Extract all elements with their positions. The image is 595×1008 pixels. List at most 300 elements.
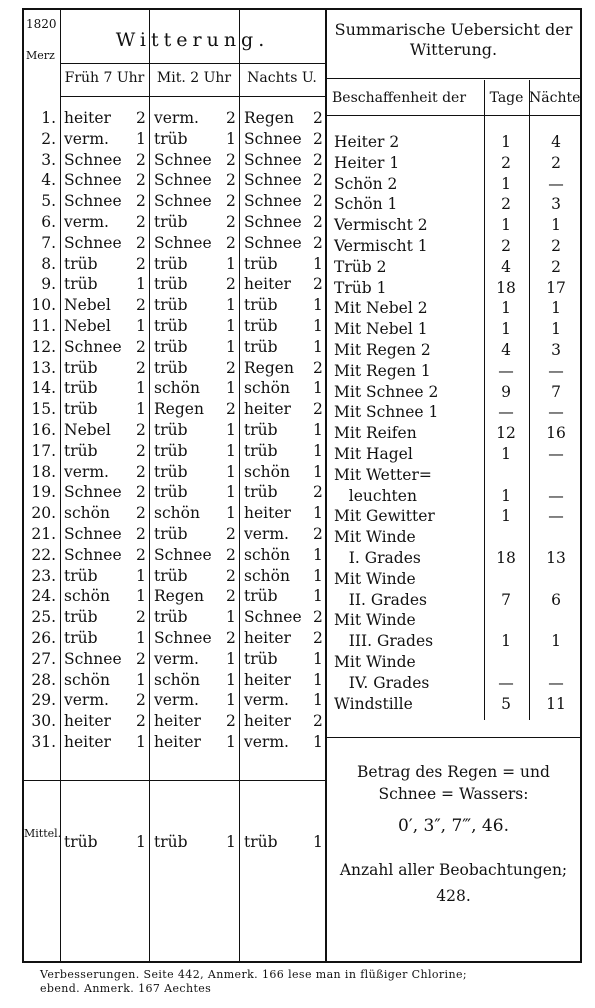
night-weather: verm. [244,525,289,543]
summary-row [24,569,580,590]
morning-grade: 2 [136,462,146,481]
summary-kind: Mit Winde [334,569,416,588]
morning-grade: 2 [136,254,146,273]
col-head-noon: Mit. 2 Uhr [156,70,232,86]
morning-weather: Schnee [64,483,122,502]
mittel-label: Mittel. [24,827,62,840]
day-number: 8. [41,254,56,273]
noon-weather: Schnee [154,171,212,190]
day-number: 30. [31,712,56,731]
noon-weather: trüb [154,358,188,377]
morning-weather: verm. [64,213,109,231]
noon-weather: verm. [154,649,199,668]
footer-line-1: Verbesserungen. Seite 442, Anmerk. 166 lese man in flüßiger Chlorine; [40,968,467,981]
noon-weather: Schnee [154,233,212,252]
morning-weather: heiter [64,109,111,127]
morning-weather: Schnee [64,233,122,252]
day-number: 24. [31,587,56,606]
summary-nights: 4 [551,133,561,151]
summary-head-kind: Beschaffenheit der [332,90,467,106]
noon-grade: 1 [226,504,236,523]
summary-days: 18 [496,278,516,297]
noon-grade: 2 [226,171,236,190]
morning-grade: 1 [136,629,146,647]
summary-row [24,340,580,361]
night-grade: 1 [313,504,323,523]
night-grade: 2 [313,233,323,252]
day-number: 12. [31,337,56,356]
summary-row [24,153,580,174]
night-weather: verm. [244,691,289,710]
summary-nights: 2 [551,153,561,172]
night-weather: Schnee [244,171,302,190]
morning-weather: trüb [64,358,98,377]
rain-title-2: Schnee = Wassers: [378,785,529,803]
noon-weather: trüb [154,129,188,148]
morning-weather: trüb [64,254,98,273]
morning-weather: Schnee [64,337,122,356]
morning-weather: Nebel [64,317,111,335]
night-grade: 1 [313,545,323,564]
night-weather: trüb [244,254,278,273]
night-grade: 2 [313,275,323,294]
noon-weather: trüb [154,275,188,294]
mittel-night: trüb [244,833,278,851]
summary-row [24,694,580,715]
summary-nights: 6 [551,590,561,609]
noon-weather: trüb [154,296,188,315]
summary-row [24,382,580,403]
summary-days: 2 [501,195,511,214]
morning-weather: Schnee [64,545,122,564]
noon-weather: verm. [154,109,199,127]
day-number: 31. [31,733,56,751]
night-weather: schön [244,545,290,564]
summary-row [24,215,580,236]
noon-weather: heiter [154,733,201,751]
summary-kind: Windstille [334,694,413,713]
day-number: 23. [31,566,56,585]
morning-weather: trüb [64,441,98,460]
night-grade: 2 [313,150,323,169]
noon-weather: Regen [154,400,204,419]
summary-row [24,652,580,673]
noon-grade: 2 [226,400,236,419]
summary-row [24,298,580,319]
noon-grade: 2 [226,712,236,731]
night-weather: schön [244,462,290,481]
noon-weather: schön [154,504,200,523]
summary-days: 1 [501,133,511,151]
morning-weather: heiter [64,733,111,751]
morning-grade: 2 [136,504,146,523]
noon-grade: 2 [226,566,236,585]
morning-weather: verm. [64,691,109,710]
morning-grade: 2 [136,296,146,315]
table-row [24,108,325,129]
noon-grade: 2 [226,213,236,231]
noon-weather: Regen [154,587,204,606]
noon-weather: trüb [154,421,188,439]
night-grade: 1 [313,691,323,710]
rain-title-1: Betrag des Regen = und [357,763,550,781]
noon-grade: 1 [226,317,236,335]
col-head-morning: Früh 7 Uhr [64,70,145,86]
observations-value: 428. [436,887,471,905]
summary-nights: 16 [546,424,566,443]
noon-weather: Schnee [154,150,212,169]
summary-days: 1 [501,299,511,318]
noon-grade: 2 [226,192,236,211]
summary-head-days: Tage [489,90,524,106]
summary-days: 2 [501,153,511,172]
noon-grade: 1 [226,421,236,439]
summary-days: 9 [501,382,511,401]
morning-grade: 1 [136,566,146,585]
summary-nights: 2 [551,257,561,276]
noon-weather: Schnee [154,545,212,564]
summary-row [24,319,580,340]
weather-table [22,8,582,963]
summary-nights: 1 [551,632,561,651]
day-number: 20. [31,504,56,523]
day-number: 22. [31,545,56,564]
night-grade: 2 [313,358,323,377]
summary-kind: Trüb 1 [334,278,387,297]
noon-grade: 2 [226,150,236,169]
night-weather: trüb [244,441,278,460]
summary-days: 1 [501,632,511,651]
morning-weather: heiter [64,712,111,731]
noon-grade: 2 [226,109,236,127]
noon-weather: trüb [154,254,188,273]
summary-days: — [498,403,514,422]
morning-grade: 2 [136,213,146,231]
night-weather: trüb [244,483,278,502]
summary-nights: — [548,403,564,422]
morning-weather: trüb [64,608,98,627]
summary-nights: 1 [551,299,561,318]
summary-days: 1 [501,445,511,463]
rule-notes-top [327,737,580,738]
summary-row [24,527,580,548]
morning-grade: 2 [136,150,146,169]
mittel-noon: trüb [154,833,188,851]
morning-grade: 1 [136,379,146,398]
summary-nights: 13 [546,549,566,567]
night-grade: 2 [313,400,323,419]
morning-weather: schön [64,670,110,689]
noon-weather: trüb [154,525,188,543]
summary-kind: Schön 1 [334,195,398,214]
night-weather: heiter [244,400,291,419]
table-title: Witterung. [115,29,270,51]
noon-grade: 1 [226,649,236,668]
noon-weather: trüb [154,441,188,460]
morning-grade: 2 [136,421,146,439]
summary-days: 1 [501,486,511,505]
noon-grade: 1 [226,379,236,398]
day-number: 28. [31,670,56,689]
morning-grade: 1 [136,129,146,148]
morning-weather: trüb [64,379,98,398]
noon-weather: Schnee [154,192,212,211]
day-number: 4. [41,171,56,190]
day-number: 5. [41,192,56,211]
day-number: 16. [31,421,56,439]
morning-weather: trüb [64,629,98,647]
noon-weather: trüb [154,317,188,335]
morning-weather: Schnee [64,192,122,211]
night-grade: 2 [313,213,323,231]
night-grade: 2 [313,192,323,211]
morning-grade: 2 [136,109,146,127]
day-number: 17. [31,441,56,460]
summary-kind: Mit Schnee 2 [334,382,439,401]
night-grade: 2 [313,629,323,647]
summary-days: 1 [501,174,511,193]
summary-days: 2 [501,237,511,255]
night-weather: trüb [244,649,278,668]
morning-weather: schön [64,504,110,523]
summary-row [24,465,580,486]
day-number: 26. [31,629,56,647]
noon-weather: trüb [154,213,188,231]
morning-grade: 2 [136,483,146,502]
day-number: 2. [41,129,56,148]
night-weather: Schnee [244,150,302,169]
summary-nights: 11 [546,694,566,713]
morning-weather: Nebel [64,296,111,315]
morning-weather: Schnee [64,525,122,543]
rule-summary-title-bottom [327,78,580,79]
night-weather: heiter [244,275,291,294]
morning-weather: trüb [64,275,98,294]
noon-grade: 1 [226,254,236,273]
night-weather: schön [244,379,290,398]
summary-row [24,444,580,465]
summary-nights: — [548,673,564,692]
morning-grade: 2 [136,337,146,356]
summary-row [24,610,580,631]
night-grade: 1 [313,649,323,668]
summary-row [24,278,580,299]
summary-nights: — [548,445,564,463]
night-grade: 1 [313,296,323,315]
table-row [24,732,325,753]
morning-weather: trüb [64,400,98,419]
day-number: 9. [41,275,56,294]
night-grade: 1 [313,441,323,460]
morning-grade: 1 [136,587,146,606]
day-number: 21. [31,525,56,543]
morning-weather: Schnee [64,150,122,169]
morning-grade: 2 [136,712,146,731]
night-weather: Schnee [244,233,302,252]
noon-weather: trüb [154,608,188,627]
night-weather: trüb [244,421,278,439]
morning-weather: verm. [64,129,109,148]
summary-days: 4 [501,341,511,359]
mittel-morning: trüb [64,833,98,851]
night-weather: Schnee [244,213,302,231]
noon-weather: schön [154,670,200,689]
noon-grade: 2 [226,233,236,252]
summary-kind: Vermischt 2 [334,216,428,235]
summary-row [24,236,580,257]
summary-kind: Mit Reifen [334,424,417,443]
night-weather: Regen [244,358,294,377]
night-weather: trüb [244,337,278,356]
morning-grade: 1 [136,275,146,294]
noon-weather: heiter [154,712,201,731]
night-grade: 2 [313,109,323,127]
day-number: 15. [31,400,56,419]
summary-row [24,257,580,278]
summary-kind: Mit Wetter= [334,465,432,484]
noon-grade: 1 [226,670,236,689]
night-grade: 2 [313,129,323,148]
mittel-noon-grade: 1 [226,833,236,851]
night-weather: trüb [244,317,278,335]
summary-kind: Mit Gewitter [334,507,435,526]
morning-grade: 2 [136,649,146,668]
night-grade: 2 [313,483,323,502]
morning-grade: 2 [136,441,146,460]
summary-head-nights: Nächte [529,90,581,106]
summary-kind: leuchten [334,486,417,505]
summary-kind: Vermischt 1 [334,237,428,255]
summary-kind: Mit Nebel 1 [334,320,428,339]
summary-row [24,673,580,694]
noon-weather: Schnee [154,629,212,647]
footer-line-2: ebend. Anmerk. 167 Aechtes [40,982,212,995]
night-grade: 2 [313,525,323,543]
noon-grade: 1 [226,441,236,460]
day-number: 19. [31,483,56,502]
noon-grade: 1 [226,129,236,148]
morning-grade: 2 [136,233,146,252]
summary-days: 5 [501,694,511,713]
noon-weather: trüb [154,462,188,481]
noon-grade: 1 [226,691,236,710]
summary-row [24,590,580,611]
summary-row [24,174,580,195]
noon-grade: 2 [226,358,236,377]
summary-kind: I. Grades [334,549,421,567]
night-weather: verm. [244,733,289,751]
summary-kind: Mit Regen 2 [334,341,431,359]
summary-row [24,423,580,444]
morning-weather: Schnee [64,649,122,668]
day-number: 1. [41,109,56,127]
day-number: 27. [31,649,56,668]
noon-grade: 2 [226,275,236,294]
night-weather: Schnee [244,192,302,211]
summary-nights: 3 [551,341,561,359]
noon-weather: trüb [154,483,188,502]
summary-nights: 1 [551,320,561,339]
summary-kind: Trüb 2 [334,257,387,276]
day-number: 3. [41,150,56,169]
night-weather: Schnee [244,129,302,148]
summary-nights: — [548,507,564,526]
day-number: 10. [31,296,56,315]
night-grade: 1 [313,587,323,606]
night-grade: 1 [313,421,323,439]
morning-grade: 1 [136,400,146,419]
summary-nights: 1 [551,216,561,235]
mittel-night-grade: 1 [313,833,323,851]
noon-grade: 1 [226,733,236,751]
day-number: 6. [41,213,56,231]
morning-weather: Schnee [64,171,122,190]
day-number: 18. [31,462,56,481]
noon-grade: 1 [226,608,236,627]
night-grade: 1 [313,462,323,481]
day-number: 29. [31,691,56,710]
noon-weather: verm. [154,691,199,710]
mittel-morning-grade: 1 [136,833,146,851]
summary-days: 4 [501,257,511,276]
summary-title: Summarische Uebersicht der Witterung. [334,20,573,59]
summary-kind: Schön 2 [334,174,398,193]
night-grade: 1 [313,566,323,585]
month-label: Merz [26,49,55,62]
rule-mittel-top [24,780,325,781]
morning-grade: 2 [136,691,146,710]
noon-grade: 1 [226,483,236,502]
summary-days: 7 [501,590,511,609]
night-weather: Regen [244,109,294,127]
observations-title: Anzahl aller Beobachtungen; [339,861,568,879]
summary-nights: 17 [546,278,566,297]
summary-days: 12 [496,424,516,443]
morning-weather: trüb [64,566,98,585]
summary-kind: II. Grades [334,590,427,609]
summary-row [24,548,580,569]
noon-grade: 1 [226,296,236,315]
night-grade: 1 [313,337,323,356]
summary-row [24,631,580,652]
summary-row [24,486,580,507]
summary-kind: III. Grades [334,632,434,651]
summary-days: 1 [501,320,511,339]
summary-kind: Mit Winde [334,528,416,547]
night-weather: heiter [244,629,291,647]
summary-nights: 7 [551,382,561,401]
morning-grade: 1 [136,733,146,751]
summary-days: — [498,361,514,380]
summary-kind: Mit Winde [334,653,416,671]
day-number: 7. [41,233,56,252]
summary-kind: Mit Hagel [334,445,413,463]
night-weather: trüb [244,296,278,315]
rain-value: 0′, 3″, 7‴, 46. [398,816,509,836]
morning-grade: 2 [136,608,146,627]
summary-kind: IV. Grades [334,673,430,692]
morning-grade: 2 [136,358,146,377]
summary-kind: Heiter 2 [334,133,400,151]
rule-summary-head-bottom [327,115,580,116]
noon-grade: 1 [226,462,236,481]
summary-row [24,132,580,153]
noon-grade: 2 [226,587,236,606]
night-grade: 1 [313,379,323,398]
summary-kind: Mit Regen 1 [334,361,431,380]
night-grade: 1 [313,254,323,273]
morning-weather: verm. [64,462,109,481]
